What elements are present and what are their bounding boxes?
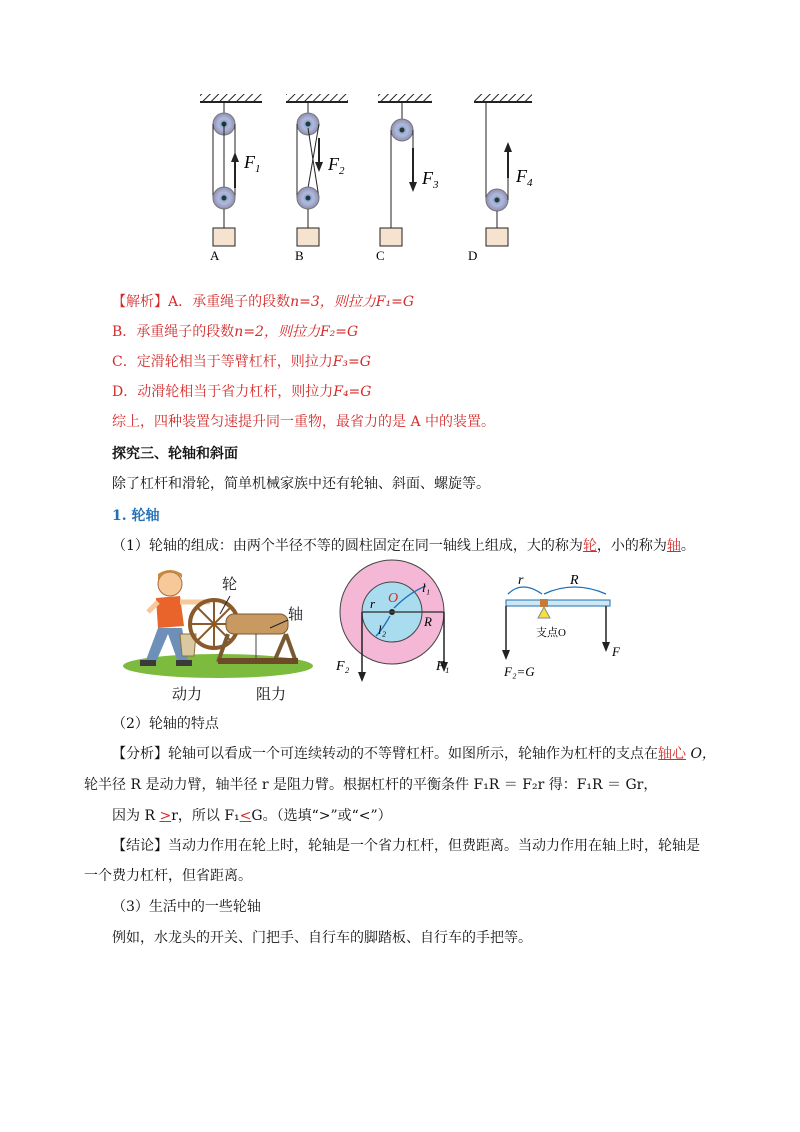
setup-label-b: B (295, 248, 304, 263)
conclusion-paragraph-1 (112, 836, 700, 856)
section-heading: 探究三、轮轴和斜面 (112, 446, 238, 462)
analysis-line-b (112, 322, 358, 342)
answer-axis-center: 轴心 (658, 746, 686, 762)
analysis-b-f: F₂=G (319, 324, 359, 340)
lever-label-f: F (612, 644, 620, 659)
conclusion-tag: 【结论】 (112, 838, 168, 854)
answer-wheel: 轮 (582, 538, 597, 554)
analysis-a-text: A．承重绳子的段数 (168, 294, 291, 310)
because-text-3: G。（选填“>”或“<”） (251, 808, 392, 824)
because-text-2: r，所以 F₁ (171, 808, 240, 824)
lever-diagram (498, 570, 638, 680)
circle-label-o: O (388, 591, 399, 606)
lever-label-pivot: 支点O (536, 627, 566, 639)
because-line (112, 806, 392, 826)
answer-less: < (239, 808, 252, 824)
answer-greater: > (159, 808, 172, 824)
pulley-setup-b (286, 94, 348, 263)
because-text-1: 因为 R (112, 808, 160, 824)
label-wheel: 轮 (222, 575, 238, 593)
force-label-f2: $F_2$ (328, 154, 345, 177)
composition-end: 。 (680, 538, 695, 554)
pulley-setup-a (200, 94, 262, 263)
label-power: 动力 (172, 685, 203, 703)
analysis-tag: 【解析】 (112, 294, 168, 310)
label-resistance: 阻力 (256, 685, 287, 703)
examples-text: 例如，水龙头的开关、门把手、自行车的脚踏板、自行车的手把等。 (112, 930, 532, 946)
analysis-line-d (112, 382, 371, 402)
analysis-paragraph-1 (112, 744, 716, 764)
analysis-b-text: B．承重绳子的段数 (112, 324, 235, 340)
analysis-a-n: n=3，则拉力 (290, 294, 376, 310)
setup-label-d: D (468, 248, 478, 263)
analysis-a-f: F₁=G (375, 294, 415, 310)
analysis-c-f: F₃=G (332, 354, 371, 370)
label-pointer-lines (200, 584, 300, 644)
analysis-line-a (112, 292, 414, 312)
composition-mid: ，小的称为 (596, 538, 667, 554)
composition-text: （1）轮轴的组成：由两个半径不等的圆柱固定在同一轴线上组成，大的称为 (112, 538, 583, 554)
analysis-paragraph-o: O， (686, 746, 716, 762)
answer-axle: 轴 (666, 538, 681, 554)
lever-label-r: r (518, 573, 524, 588)
analysis-summary: 综上，四种装置匀速提升同一重物，最省力的是 A 中的装置。 (112, 414, 496, 430)
analysis-b-n: n=2，则拉力 (234, 324, 320, 340)
analysis-c-text: C．定滑轮相当于等臂杠杆，则拉力 (112, 354, 333, 370)
force-label-f4: $F_4$ (516, 166, 533, 189)
wheel-axle-diagram (330, 556, 470, 686)
analysis-d-text: D．动滑轮相当于省力杠杆，则拉力 (112, 384, 334, 400)
setup-label-a: A (210, 248, 220, 263)
analysis-paragraph-text: 轮轴可以看成一个可连续转动的不等臂杠杆。如图所示，轮轴作为杠杆的支点在 (168, 746, 658, 762)
lever-label-f2: F₂=G (504, 664, 535, 679)
subsection-heading: 1. 轮轴 (112, 508, 160, 524)
circle-label-f2: F₂ (336, 659, 350, 674)
analysis-d-f: F₄=G (333, 384, 372, 400)
circle-label-l1: l₁ (422, 580, 431, 595)
composition-paragraph (112, 536, 695, 556)
pulley-figure (190, 88, 570, 268)
force-label-f1: $F_1$ (244, 152, 261, 175)
circle-label-r: r (370, 596, 376, 611)
analysis-paragraph-2: 轮半径 R 是动力臂，轴半径 r 是阻力臂。根据杠杆的平衡条件 F₁R ＝ F₂r 得：F₁R ＝ Gr， (84, 777, 658, 793)
section-intro: 除了杠杆和滑轮，简单机械家族中还有轮轴、斜面、螺旋等。 (112, 476, 490, 492)
label-axle: 轴 (288, 605, 304, 623)
circle-label-big-r: R (424, 614, 432, 629)
pulley-setup-c (376, 94, 439, 263)
force-label-f3: $F_3$ (422, 168, 439, 191)
circle-label-f1: F₁ (436, 659, 450, 674)
lever-label-big-r: R (570, 573, 579, 588)
setup-label-c: C (376, 248, 385, 263)
conclusion-text-1: 当动力作用在轮上时，轮轴是一个省力杠杆，但费距离。当动力作用在轴上时，轮轴是 (168, 838, 700, 854)
analysis-line-c (112, 352, 371, 372)
features-heading: （2）轮轴的特点 (112, 716, 219, 732)
conclusion-paragraph-2: 一个费力杠杆，但省距离。 (84, 868, 252, 884)
analysis-paragraph-tag: 【分析】 (112, 746, 168, 762)
pulley-setup-d (468, 94, 533, 263)
circle-label-l2: l₂ (378, 622, 387, 637)
examples-heading: （3）生活中的一些轮轴 (112, 899, 261, 915)
